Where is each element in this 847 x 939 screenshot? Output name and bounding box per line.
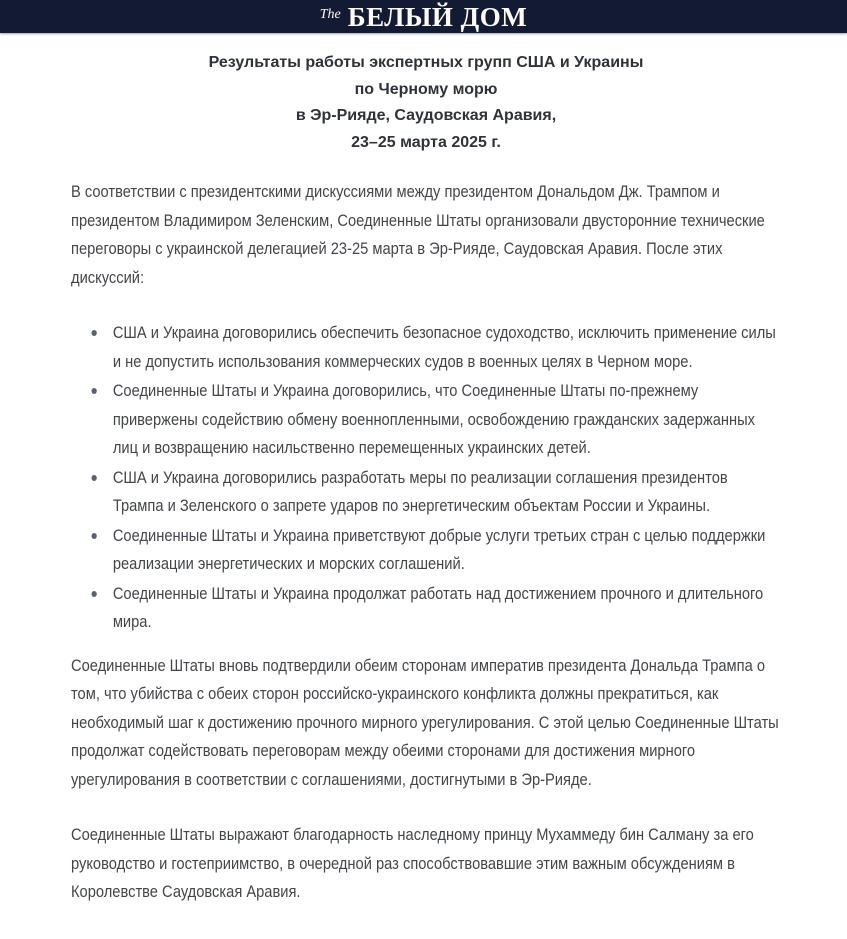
list-item [113,464,781,521]
list-item-text: США и Украина договорились обеспечить безопасное судоходство, исключить применение силы и не допустить использования коммерческих судов в военных целях в Черном море. [112,324,776,371]
body-paragraph-2: Соединенные Штаты вновь подтвердили обеим сторонам императив президента Дональда Трампа о том, что убийства с обеих сторон российско-украинского конфликта должны прекратиться, как необходимый шаг к достижению прочного мирного урегулирования. С этой целью Соединенные Штаты продолжат содействовать переговорам между обеими сторонами для достижения мирного урегулирования в соответствии с соглашениями, достигнутыми в Эр-Рияде. [71,656,779,789]
brand-name: БЕЛЫЙ ДОМ [347,1,528,32]
list-item [113,377,781,463]
body-paragraph-3: Соединенные Штаты выражают благодарность наследному принцу Мухаммеду бин Салману за его руководство и гостеприимство, в очередной раз способствовавшие этим важным обсуждениям в Королевстве Саудовская Аравия. [71,826,754,901]
list-item [113,522,781,579]
masthead [0,0,847,33]
title-line-2: по Черному морю [354,80,498,98]
title-line-4: 23–25 марта 2025 г. [351,133,501,151]
bullet-dot-icon [91,388,96,394]
bullet-dot-icon [91,475,96,481]
press-release [71,50,781,907]
title-line-3: в Эр-Рияде, Саудовская Аравия, [295,107,557,124]
title-line-1: Результаты работы экспертных групп США и Украины [208,54,644,71]
list-item-text: Соединенные Штаты и Украина приветствуют добрые услуги третьих стран с целью поддержки реализации энергетических и морских соглашений. [112,526,766,573]
page-title [71,50,781,156]
white-house-logo[interactable] [320,1,527,34]
bullet-dot-icon [91,591,96,597]
list-item-text: Соединенные Штаты и Украина продолжат работать над достижением прочного и длительного мира. [112,584,764,631]
agreements-list [71,319,781,637]
brand-prefix: The [319,7,341,22]
bullet-dot-icon [91,330,96,336]
list-item-text: Соединенные Штаты и Украина договорились, что Соединенные Штаты по-прежнему привержены содействию обмену военнопленными, освобождению гражданских задержанных лиц и возвращению насильственно перемещенных украинских детей. [112,382,756,457]
document-body [71,178,781,907]
intro-paragraph: В соответствии с президентскими дискуссиями между президентом Дональдом Дж. Трампом и президентом Владимиром Зеленским, Соединенные Штаты организовали двусторонние технические переговоры с украинской делегацией 23-25 марта в Эр-Рияде, Саудовская Аравия. После этих дискуссий: [71,183,765,287]
list-item [113,580,781,637]
list-item-text: США и Украина договорились разработать меры по реализации соглашения президентов Трампа и Зеленского о запрете ударов по энергетическим объектам России и Украины. [112,468,728,515]
bullet-dot-icon [91,533,96,539]
list-item [113,319,781,376]
